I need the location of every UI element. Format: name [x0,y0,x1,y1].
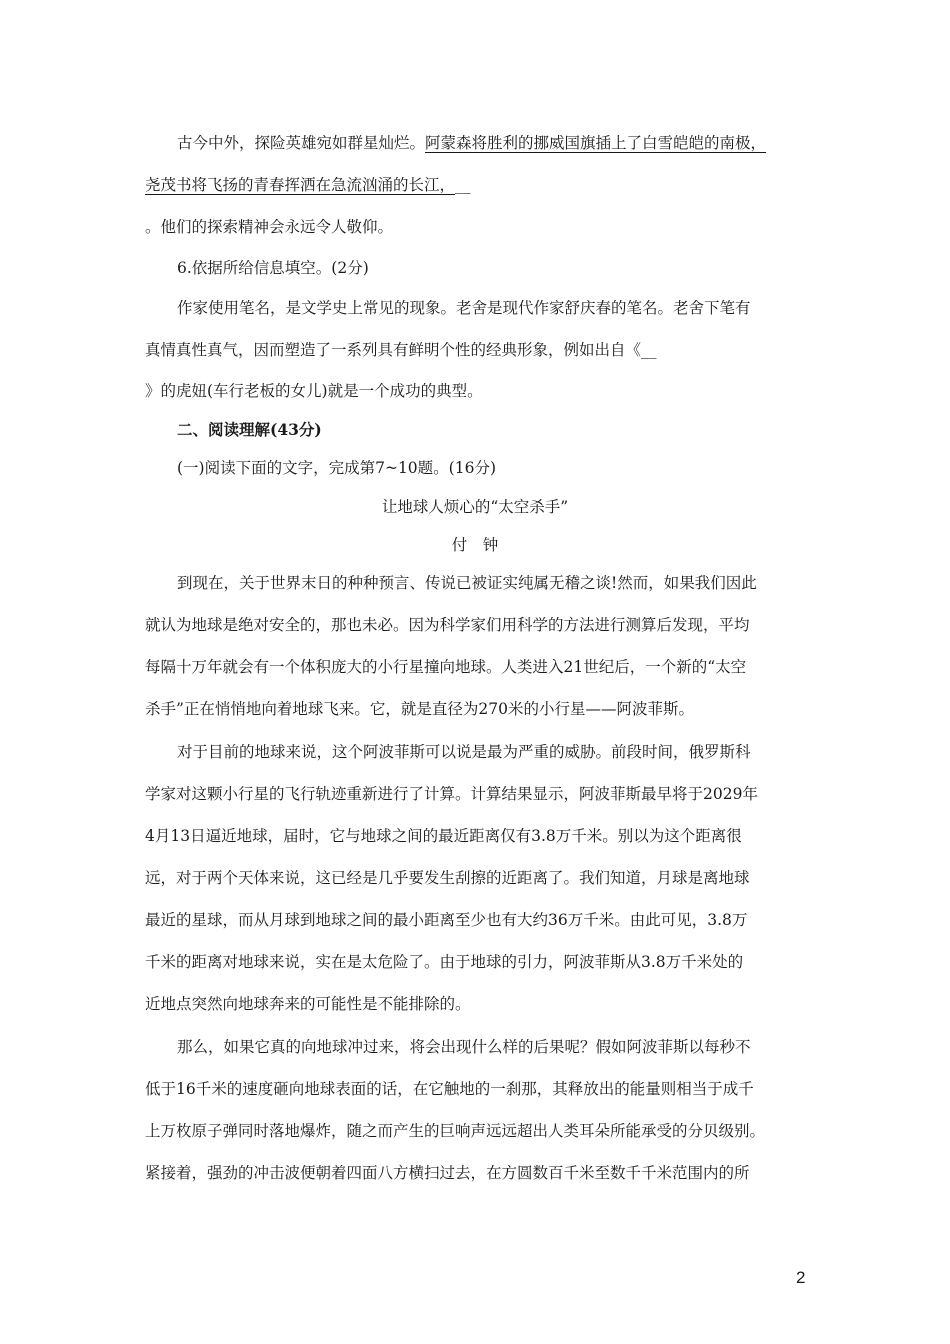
q5-line1-text: 古今中外，探险英雄宛如群星灿烂。 [177,134,426,152]
article-line: 对于目前的地球来说，这个阿波菲斯可以说是最为严重的威胁。前段时间，俄罗斯科 [177,743,751,761]
q5-answer-blank[interactable]: __ [455,176,471,194]
q5-line1-underlined: 阿蒙森将胜利的挪威国旗插上了白雪皑皑的南极， [425,134,767,152]
q6-line2: 真情真性真气，因而塑造了一系列具有鲜明个性的经典形象，例如出自《__ [145,341,657,359]
article-line: 紧接着，强劲的冲击波便朝着四面八方横扫过去，在方圆数百千米至数千千米范围内的所 [145,1164,750,1182]
article-author: 付 钟 [451,536,499,554]
article-line: 每隔十万年就会有一个体积庞大的小行星撞向地球。人类进入21世纪后，一个新的“太空 [145,658,747,676]
q6-line1: 作家使用笔名，是文学史上常见的现象。老舍是现代作家舒庆春的笔名。老舍下笔有 [177,299,751,317]
article-line: 千米的距离对地球来说，实在是太危险了。由于地球的引力，阿波菲斯从3.8万千米处的 [145,953,744,971]
article-line: 远，对于两个天体来说，这已经是几乎要发生刮擦的近距离了。我们知道，月球是离地球 [145,869,750,887]
article-line: 上万枚原子弹同时落地爆炸，随之而产生的巨响声远远超出人类耳朵所能承受的分贝级别。 [145,1122,766,1140]
article-line: 到现在，关于世界末日的种种预言、传说已被证实纯属无稽之谈!然而，如果我们因此 [177,574,757,592]
q5-line2 [145,175,471,195]
page-number: 2 [796,1268,806,1287]
q5-line2-underlined: 尧茂书将飞扬的青春挥洒在急流汹涌的长江， [145,176,456,194]
q6-line3: 》的虎妞(车行老板的女儿)就是一个成功的典型。 [145,382,483,400]
article-line: 低于16千米的速度砸向地球表面的话，在它触地的一刹那，其释放出的能量则相当于成千 [145,1080,754,1098]
section-heading: 二、阅读理解(43分) [177,420,322,439]
section-subheading: (一)阅读下面的文字，完成第7~10题。(16分) [177,459,496,477]
article-line: 4月13日逼近地球，届时，它与地球之间的最近距离仅有3.8万千米。别以为这个距离很 [145,827,742,845]
article-line: 就认为地球是绝对安全的，那也未必。因为科学家们用科学的方法进行测算后发现，平均 [145,616,750,634]
article-line: 最近的星球，而从月球到地球之间的最小距离至少也有大约36万千米。由此可见，3.8万 [145,911,748,929]
article-line: 那么，如果它真的向地球冲过来，将会出现什么样的后果呢？假如阿波菲斯以每秒不 [177,1038,751,1056]
q5-line3: 。他们的探索精神会永远令人敬仰。 [145,218,394,236]
article-title: 让地球人烦心的“太空杀手” [381,498,569,516]
article-line: 近地点突然向地球奔来的可能性是不能排除的。 [145,995,471,1013]
article-line: 学家对这颗小行星的飞行轨迹重新进行了计算。计算结果显示，阿波菲斯最早将于2029年 [145,785,758,803]
article-line: 杀手”正在悄悄地向着地球飞来。它，就是直径为270米的小行星——阿波菲斯。 [145,700,695,718]
q5-line1 [177,133,766,153]
q6-title: 6.依据所给信息填空。(2分) [177,259,369,277]
